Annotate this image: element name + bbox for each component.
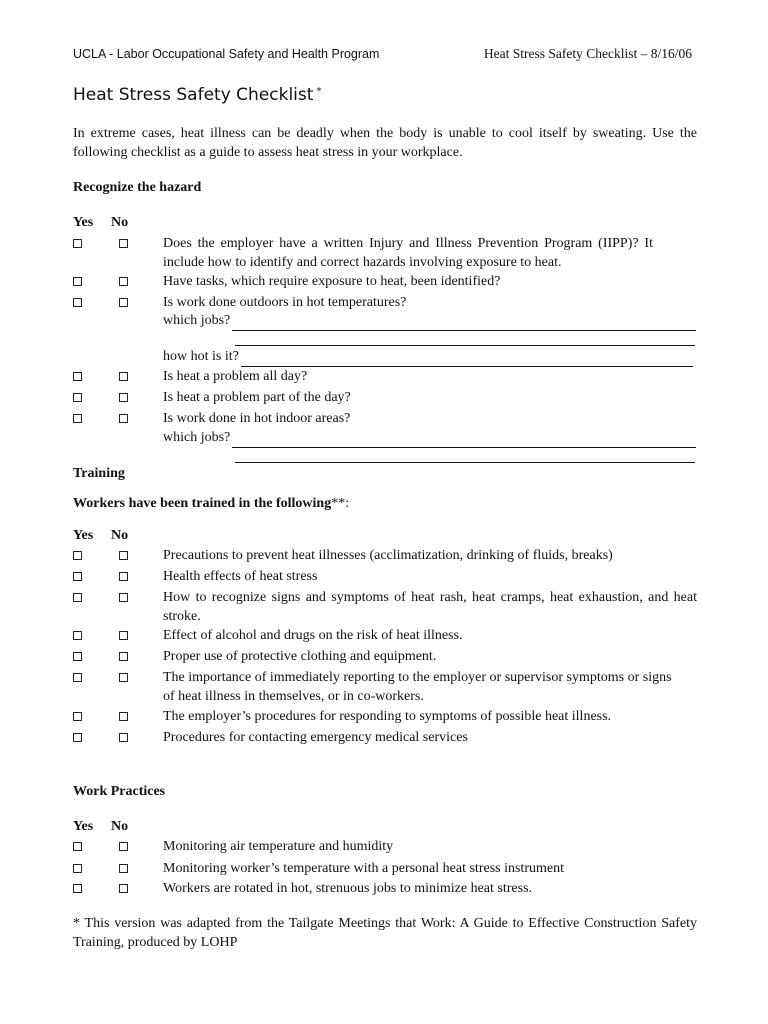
page-title-text: Heat Stress Safety Checklist — [73, 85, 314, 105]
no-checkbox[interactable] — [119, 572, 128, 581]
no-checkbox[interactable] — [119, 733, 128, 742]
no-checkbox[interactable] — [119, 414, 128, 423]
question-text: Monitoring worker’s temperature with a personal heat stress instrument — [163, 861, 564, 876]
col-label-yes-3: Yes — [73, 819, 94, 834]
yes-checkbox[interactable] — [73, 551, 82, 560]
yes-checkbox[interactable] — [73, 239, 82, 248]
which-jobs-field-indoor[interactable] — [163, 429, 696, 448]
question-text: Is heat a problem all day? — [163, 369, 308, 384]
yes-checkbox[interactable] — [73, 572, 82, 581]
yes-checkbox[interactable] — [73, 864, 82, 873]
question-text: Have tasks, which require exposure to heat, been identified? — [163, 274, 501, 289]
question-text: The importance of immediately reporting to the employer or supervisor symptoms or signs of heat illness in themselves, or in co-workers. — [163, 670, 672, 704]
answer-line[interactable] — [235, 345, 695, 346]
question-text: Proper use of protective clothing and equipment. — [163, 649, 437, 664]
yes-checkbox[interactable] — [73, 631, 82, 640]
no-checkbox[interactable] — [119, 372, 128, 381]
training-subheading — [73, 495, 349, 514]
yes-checkbox[interactable] — [73, 372, 82, 381]
answer-line[interactable] — [232, 316, 696, 331]
yes-checkbox[interactable] — [73, 652, 82, 661]
question-text: Health effects of heat stress — [163, 569, 318, 584]
yes-checkbox[interactable] — [73, 712, 82, 721]
section-heading-training: Training — [73, 466, 125, 481]
no-checkbox[interactable] — [119, 712, 128, 721]
no-checkbox[interactable] — [119, 631, 128, 640]
title-footnote-mark: * — [316, 86, 322, 97]
how-hot-field[interactable] — [163, 348, 693, 367]
yes-checkbox[interactable] — [73, 277, 82, 286]
header-right: Heat Stress Safety Checklist – 8/16/06 — [483, 46, 692, 61]
question-text: Is work done in hot indoor areas? — [163, 411, 351, 426]
footnote: * This version was adapted from the Tailgate Meetings that Work: A Guide to Effective Construction Safety Training, produced by LOHP — [73, 916, 697, 950]
yes-checkbox[interactable] — [73, 298, 82, 307]
question-text: Effect of alcohol and drugs on the risk of heat illness. — [163, 628, 463, 643]
no-checkbox[interactable] — [119, 393, 128, 402]
col-label-no-1: No — [111, 215, 129, 230]
question-text: Monitoring air temperature and humidity — [163, 839, 394, 854]
question-text: Does the employer have a written Injury and Illness Prevention Program (IIPP)? It include how to identify and correct hazards involving exposure to heat. — [163, 236, 653, 270]
question-text: How to recognize signs and symptoms of heat rash, heat cramps, heat exhaustion, and heat stroke. — [163, 590, 697, 624]
no-checkbox[interactable] — [119, 864, 128, 873]
question-text: Procedures for contacting emergency medical services — [163, 730, 468, 745]
yes-checkbox[interactable] — [73, 884, 82, 893]
question-text: The employer’s procedures for responding to symptoms of possible heat illness. — [163, 709, 612, 724]
section-heading-work-practices: Work Practices — [73, 784, 166, 799]
no-checkbox[interactable] — [119, 652, 128, 661]
page-title — [73, 85, 321, 105]
yes-checkbox[interactable] — [73, 733, 82, 742]
header-left: UCLA - Labor Occupational Safety and Health Program — [73, 47, 380, 61]
which-jobs-field-outdoor[interactable] — [163, 312, 696, 331]
no-checkbox[interactable] — [119, 298, 128, 307]
no-checkbox[interactable] — [119, 277, 128, 286]
yes-checkbox[interactable] — [73, 673, 82, 682]
which-jobs-label: which jobs? — [163, 430, 231, 445]
answer-line[interactable] — [235, 462, 695, 463]
question-text: Is work done outdoors in hot temperatures? — [163, 295, 407, 310]
no-checkbox[interactable] — [119, 551, 128, 560]
no-checkbox[interactable] — [119, 593, 128, 602]
which-jobs-label: which jobs? — [163, 313, 231, 328]
question-text: Precautions to prevent heat illnesses (acclimatization, drinking of fluids, breaks) — [163, 548, 613, 563]
col-label-yes-1: Yes — [73, 215, 94, 230]
no-checkbox[interactable] — [119, 239, 128, 248]
no-checkbox[interactable] — [119, 884, 128, 893]
yes-checkbox[interactable] — [73, 393, 82, 402]
yes-checkbox[interactable] — [73, 842, 82, 851]
col-label-no-3: No — [111, 819, 129, 834]
no-checkbox[interactable] — [119, 673, 128, 682]
question-text: Is heat a problem part of the day? — [163, 390, 351, 405]
col-label-no-2: No — [111, 528, 129, 543]
yes-checkbox[interactable] — [73, 414, 82, 423]
section-heading-recognize: Recognize the hazard — [73, 180, 202, 195]
answer-line[interactable] — [232, 433, 696, 448]
question-text: Workers are rotated in hot, strenuous jobs to minimize heat stress. — [163, 881, 533, 896]
col-label-yes-2: Yes — [73, 528, 94, 543]
intro-paragraph: In extreme cases, heat illness can be deadly when the body is unable to cool itself by sweating. Use the following checklist as a guide to assess heat stress in your workplace. — [73, 126, 697, 160]
training-subheading-text: Workers have been trained in the following — [73, 496, 332, 511]
training-subheading-mark: **: — [331, 496, 350, 511]
no-checkbox[interactable] — [119, 842, 128, 851]
yes-checkbox[interactable] — [73, 593, 82, 602]
how-hot-label: how hot is it? — [163, 349, 239, 364]
answer-line[interactable] — [241, 352, 693, 367]
